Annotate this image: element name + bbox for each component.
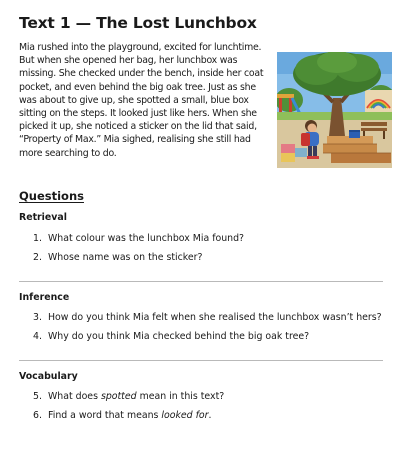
page-title: Text 1 — The Lost Lunchbox xyxy=(19,14,257,32)
playground-illustration xyxy=(277,52,392,168)
question-text: How do you think Mia felt when she realised the lunchbox wasn’t hers? xyxy=(48,312,382,323)
question-3 xyxy=(33,312,382,323)
question-emphasis: spotted xyxy=(100,391,137,402)
question-emphasis: looked for xyxy=(161,410,209,421)
question-number: 3. xyxy=(33,312,42,323)
section-title-vocabulary: Vocabulary xyxy=(19,371,78,382)
question-number: 5. xyxy=(33,391,42,402)
questions-heading: Questions xyxy=(19,189,84,203)
question-4 xyxy=(33,331,309,342)
section-title-inference: Inference xyxy=(19,292,70,303)
question-text-post: . xyxy=(208,410,212,421)
question-1 xyxy=(33,233,244,244)
question-2 xyxy=(33,252,202,263)
question-6 xyxy=(33,410,212,421)
question-number: 6. xyxy=(33,410,42,421)
question-text: Why do you think Mia checked behind the big oak tree? xyxy=(48,331,310,342)
question-5 xyxy=(33,391,224,402)
section-title-retrieval: Retrieval xyxy=(19,212,67,223)
question-text-pre: Find a word that means xyxy=(48,410,162,421)
story-text: Mia rushed into the playground, excited for lunchtime. But when she opened her bag, her lunchbox was missing. She checked under the bench, inside her coat pocket, and even behind the big oak tree. Just as she was about to give up, she spotted a small, blue box sitting on the steps. It looked just like hers. When she picked it up, she noticed a sticker on the lid that said, “Property of Max.” Mia sighed, realising she still had more searching to do. xyxy=(19,42,264,159)
question-number: 4. xyxy=(33,331,42,342)
question-text-pre: What does xyxy=(48,391,101,402)
section-divider xyxy=(19,360,383,361)
question-text: Whose name was on the sticker? xyxy=(48,252,203,263)
section-divider xyxy=(19,281,383,282)
question-number: 1. xyxy=(33,233,42,244)
question-text: What colour was the lunchbox Mia found? xyxy=(48,233,245,244)
question-number: 2. xyxy=(33,252,42,263)
question-text-post: mean in this text? xyxy=(136,391,225,402)
